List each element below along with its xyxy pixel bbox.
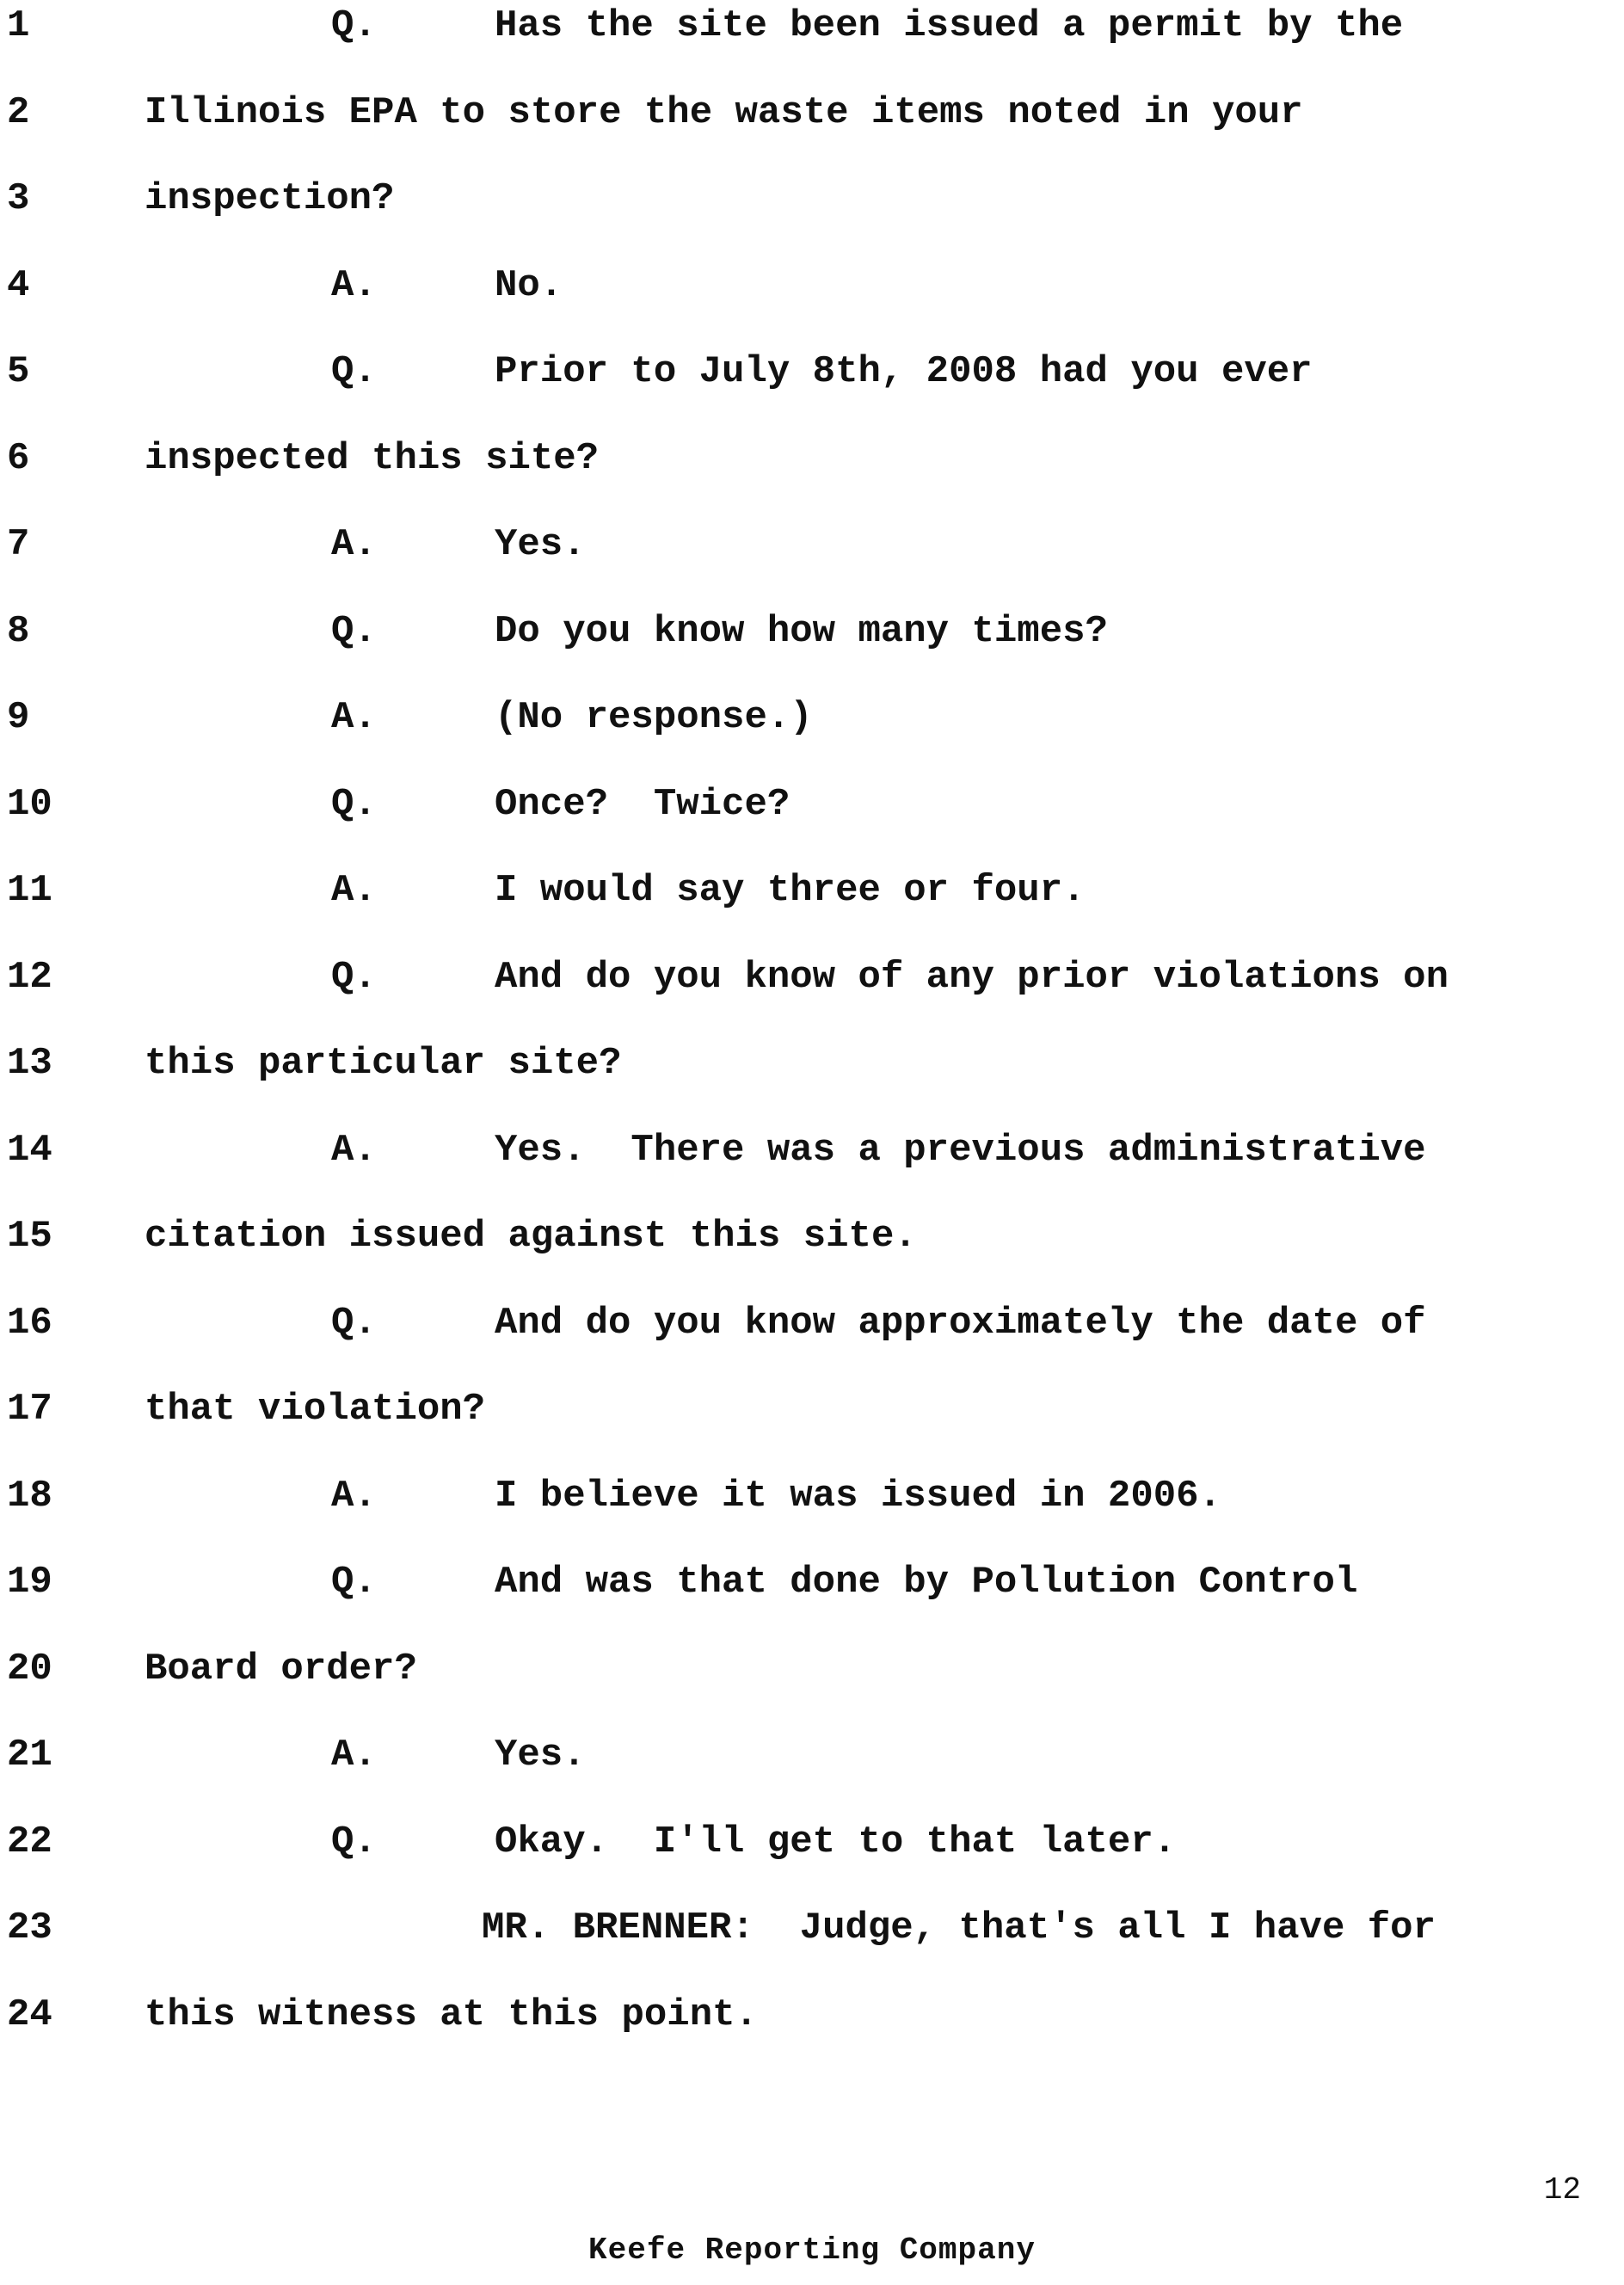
- line-text: I would say three or four.: [495, 869, 1086, 912]
- speaker-label: Q.: [331, 4, 377, 47]
- line-number: 10: [7, 783, 52, 826]
- line-number: 7: [7, 523, 30, 566]
- speaker-label: A.: [331, 523, 377, 566]
- line-number: 4: [7, 264, 30, 307]
- transcript-line: [0, 606, 1624, 657]
- footer-reporter: Keefe Reporting Company: [588, 2233, 1036, 2268]
- transcript-line: [0, 87, 1624, 139]
- line-text: inspected this site?: [145, 437, 600, 480]
- line-text: Illinois EPA to store the waste items noted in your: [145, 91, 1303, 134]
- transcript-line: [0, 346, 1624, 397]
- line-number: 17: [7, 1388, 52, 1431]
- line-number: 1: [7, 4, 30, 47]
- transcript-line: [0, 433, 1624, 484]
- speaker-label: A.: [331, 1475, 377, 1518]
- transcript-line: [0, 1556, 1624, 1608]
- line-number: 11: [7, 869, 52, 912]
- line-number: 2: [7, 91, 30, 134]
- transcript-line: [0, 519, 1624, 570]
- speaker-label: Q.: [331, 1561, 377, 1604]
- transcript-line: [0, 1124, 1624, 1176]
- transcript-line: [0, 0, 1624, 52]
- line-text: Yes.: [495, 1734, 586, 1777]
- line-number: 14: [7, 1129, 52, 1172]
- transcript-line: [0, 1383, 1624, 1435]
- line-text: And do you know approximately the date of: [495, 1302, 1426, 1345]
- line-number: 18: [7, 1475, 52, 1518]
- transcript-line: [0, 1210, 1624, 1262]
- line-number: 3: [7, 177, 30, 220]
- line-number: 20: [7, 1648, 52, 1691]
- line-text: Once? Twice?: [495, 783, 790, 826]
- speaker-label: Q.: [331, 956, 377, 999]
- line-text: And was that done by Pollution Control: [495, 1561, 1358, 1604]
- transcript-line: [0, 1816, 1624, 1868]
- line-text: Board order?: [145, 1648, 417, 1691]
- line-text: Yes. There was a previous administrative: [495, 1129, 1426, 1172]
- line-text: this witness at this point.: [145, 1993, 758, 2036]
- line-text: Do you know how many times?: [495, 610, 1108, 653]
- speaker-label: Q.: [331, 610, 377, 653]
- line-number: 6: [7, 437, 30, 480]
- line-text: this particular site?: [145, 1042, 622, 1085]
- speaker-label: A.: [331, 264, 377, 307]
- speaker-label: Q.: [331, 350, 377, 393]
- transcript-line: [0, 692, 1624, 743]
- line-text: Has the site been issued a permit by the: [495, 4, 1404, 47]
- line-number: 12: [7, 956, 52, 999]
- transcript-line: [0, 1902, 1624, 1954]
- transcript-line: [0, 260, 1624, 311]
- speaker-label: A.: [331, 869, 377, 912]
- line-number: 8: [7, 610, 30, 653]
- line-text: citation issued against this site.: [145, 1215, 917, 1258]
- transcript-line: [0, 865, 1624, 916]
- line-text: And do you know of any prior violations on: [495, 956, 1449, 999]
- line-number: 5: [7, 350, 30, 393]
- line-text: No.: [495, 264, 563, 307]
- transcript-line: [0, 1297, 1624, 1349]
- line-number: 19: [7, 1561, 52, 1604]
- line-number: 15: [7, 1215, 52, 1258]
- line-number: 23: [7, 1906, 52, 1949]
- transcript-line: [0, 1989, 1624, 2041]
- speaker-label: A.: [331, 696, 377, 739]
- line-number: 13: [7, 1042, 52, 1085]
- line-text: that violation?: [145, 1388, 486, 1431]
- speaker-label: A.: [331, 1129, 377, 1172]
- speaker-label: A.: [331, 1734, 377, 1777]
- transcript-line: [0, 1643, 1624, 1695]
- transcript-line: [0, 779, 1624, 830]
- transcript-line: [0, 1470, 1624, 1522]
- line-text: Okay. I'll get to that later.: [495, 1820, 1177, 1863]
- line-text: (No response.): [495, 696, 813, 739]
- line-text: MR. BRENNER: Judge, that's all I have for: [482, 1906, 1436, 1949]
- speaker-label: Q.: [331, 1820, 377, 1863]
- transcript-line: [0, 173, 1624, 225]
- line-text: I believe it was issued in 2006.: [495, 1475, 1221, 1518]
- line-number: 22: [7, 1820, 52, 1863]
- line-number: 9: [7, 696, 30, 739]
- page-number: 12: [1543, 2172, 1581, 2208]
- line-text: inspection?: [145, 177, 395, 220]
- transcript-line: [0, 952, 1624, 1003]
- line-number: 16: [7, 1302, 52, 1345]
- speaker-label: Q.: [331, 783, 377, 826]
- transcript-line: [0, 1729, 1624, 1781]
- line-text: Prior to July 8th, 2008 had you ever: [495, 350, 1313, 393]
- speaker-label: Q.: [331, 1302, 377, 1345]
- line-text: Yes.: [495, 523, 586, 566]
- line-number: 21: [7, 1734, 52, 1777]
- line-number: 24: [7, 1993, 52, 2036]
- transcript-line: [0, 1038, 1624, 1089]
